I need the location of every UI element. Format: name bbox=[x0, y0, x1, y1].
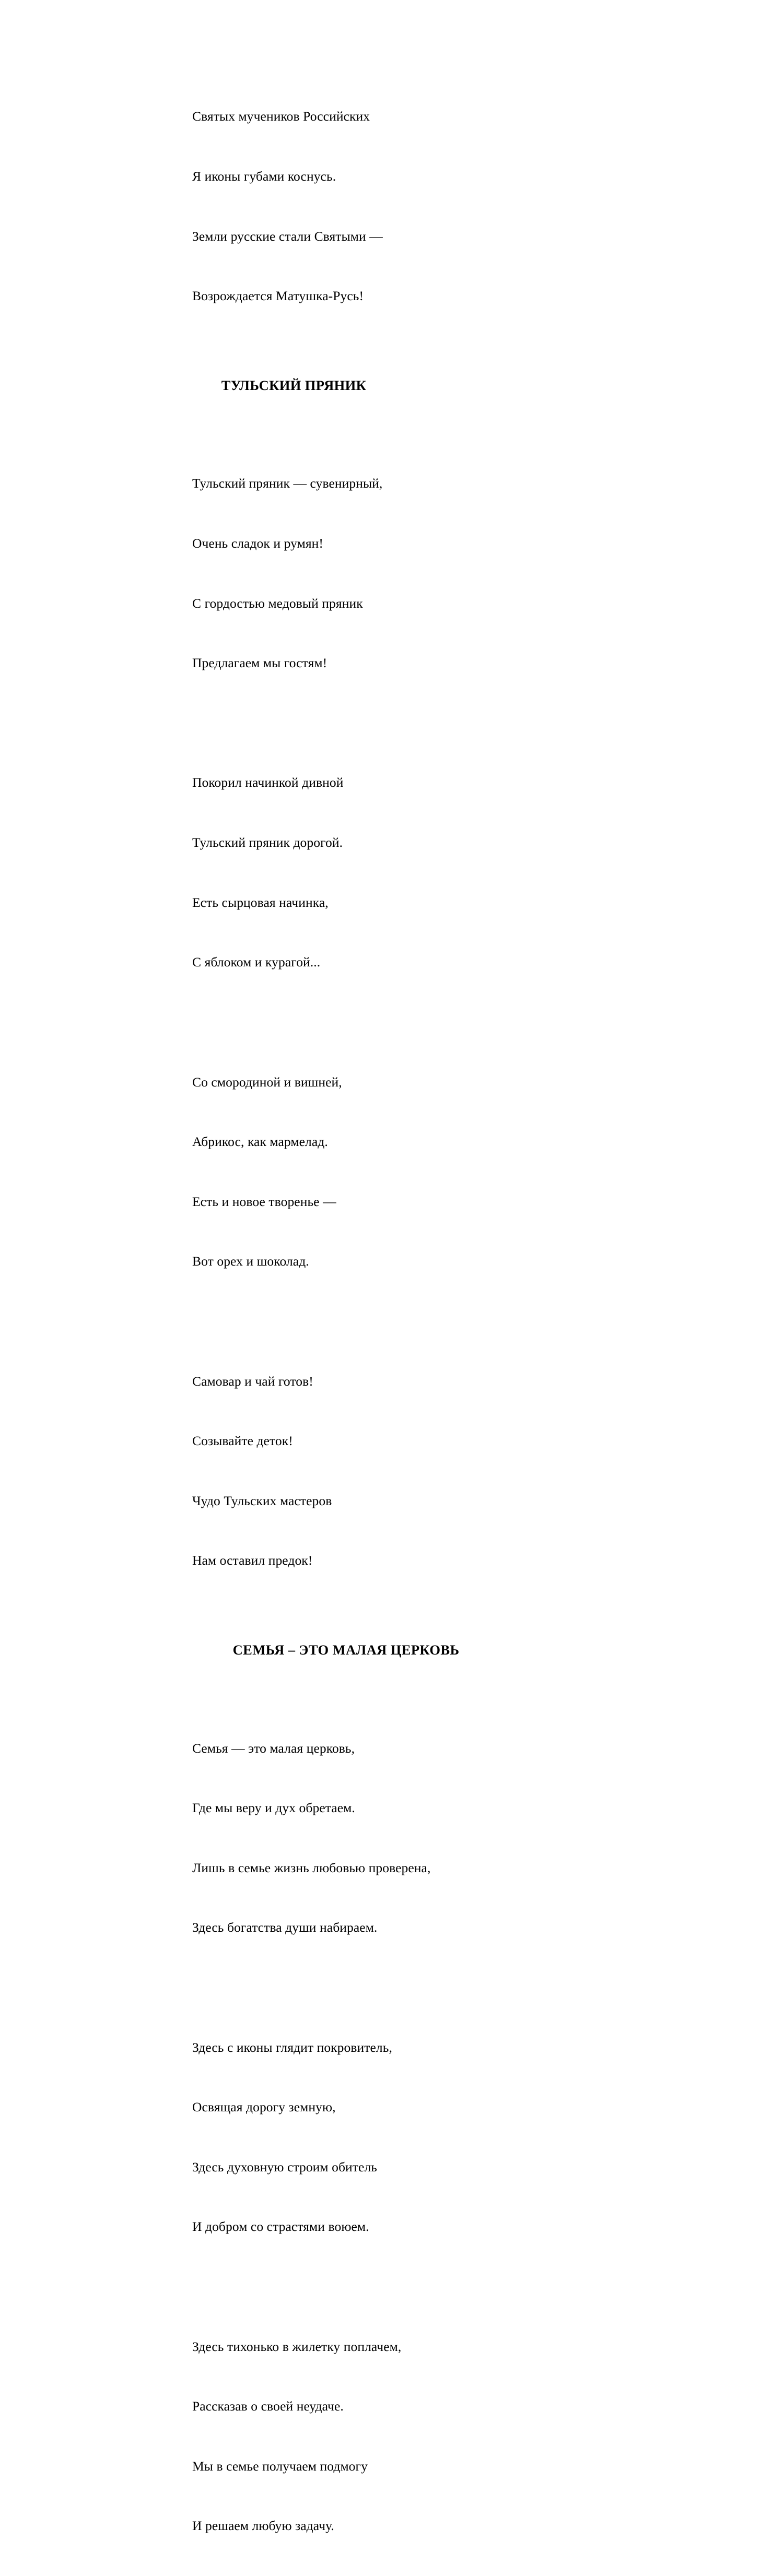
stanza-gap bbox=[0, 1012, 760, 1032]
top-margin-spacer bbox=[0, 0, 760, 67]
stanza-gap bbox=[0, 2277, 760, 2297]
verse-line: Где мы веру и дух обретаем. bbox=[192, 1800, 355, 1816]
verse-line: Со смородиной и вишней, bbox=[192, 1074, 342, 1090]
stanza-gap bbox=[0, 713, 760, 733]
verse-line: Созывайте деток! bbox=[192, 1433, 293, 1449]
verse-line: Святых мучеников Российских bbox=[192, 109, 370, 124]
stanza-tulskiy-pryanik-2 bbox=[0, 733, 760, 1012]
verse-line: Нам оставил предок! bbox=[192, 1553, 313, 1568]
verse-line: Освящая дорогу земную, bbox=[192, 2099, 336, 2115]
heading-bottom-spacer bbox=[0, 1660, 760, 1698]
verse-line: Тульский пряник дорогой. bbox=[192, 835, 343, 850]
verse-line: Рассказав о своей неудаче. bbox=[192, 2398, 344, 2414]
heading-top-spacer bbox=[0, 346, 760, 375]
stanza-gap bbox=[0, 1978, 760, 1998]
heading-top-spacer bbox=[0, 1611, 760, 1640]
verse-line: Вот орех и шоколад. bbox=[192, 1254, 309, 1269]
stanza-semya-3 bbox=[0, 2297, 760, 2576]
verse-line: Здесь тихонько в жилетку поплачем, bbox=[192, 2338, 402, 2354]
verse-line: Тульский пряник — сувенирный, bbox=[192, 476, 383, 491]
heading-bottom-spacer bbox=[0, 395, 760, 434]
verse-line: Абрикос, как мармелад. bbox=[192, 1134, 328, 1150]
verse-line: Предлагаем мы гостям! bbox=[192, 655, 328, 671]
verse-line: Чудо Тульских мастеров bbox=[192, 1493, 332, 1508]
stanza-gap bbox=[0, 1311, 760, 1331]
verse-line: Возрождается Матушка-Русь! bbox=[192, 288, 364, 304]
verse-line: С гордостью медовый пряник bbox=[192, 595, 363, 611]
verse-line: Есть сырцовая начинка, bbox=[192, 894, 329, 910]
verse-line: С яблоком и курагой... bbox=[192, 954, 321, 970]
verse-line: Очень сладок и румян! bbox=[192, 536, 324, 551]
stanza-semya-1 bbox=[0, 1698, 760, 1978]
verse-line: Самовар и чай готов! bbox=[192, 1373, 313, 1389]
verse-line: Земли русские стали Святыми — bbox=[192, 228, 383, 244]
verse-line: Здесь с иконы глядит покровитель, bbox=[192, 2039, 392, 2055]
stanza-semya-2 bbox=[0, 1998, 760, 2277]
stanza-svyatyh-muchenikov bbox=[0, 67, 760, 346]
verse-line: Есть и новое творенье — bbox=[192, 1194, 336, 1209]
heading-semya-eto-malaya-tserkov: СЕМЬЯ – ЭТО МАЛАЯ ЦЕРКОВЬ bbox=[232, 1641, 460, 1658]
verse-line: Мы в семье получаем подмогу bbox=[192, 2458, 368, 2474]
verse-line: Лишь в семье жизнь любовью проверена, bbox=[192, 1860, 431, 1875]
verse-line: Семья — это малая церковь, bbox=[192, 1740, 355, 1756]
verse-line: И решаем любую задачу. bbox=[192, 2518, 334, 2534]
verse-line: Здесь богатства души набираем. bbox=[192, 1920, 378, 1935]
verse-line: Здесь духовную строим обитель bbox=[192, 2159, 378, 2175]
verse-line: Покорил начинкой дивной bbox=[192, 775, 344, 790]
verse-line: Я иконы губами коснусь. bbox=[192, 169, 336, 184]
verse-line: И добром со страстями воюем. bbox=[192, 2219, 369, 2235]
heading-tulskiy-pryanik: ТУЛЬСКИЙ ПРЯНИК bbox=[221, 377, 367, 393]
stanza-tulskiy-pryanik-4 bbox=[0, 1331, 760, 1611]
stanza-tulskiy-pryanik-3 bbox=[0, 1032, 760, 1311]
stanza-tulskiy-pryanik-1 bbox=[0, 434, 760, 713]
